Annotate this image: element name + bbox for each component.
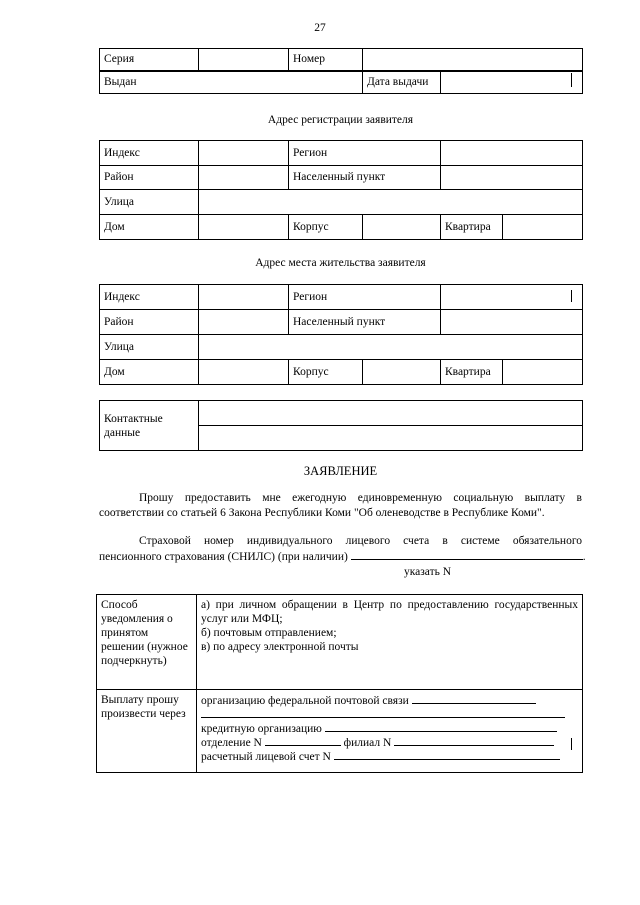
- reg-street-field[interactable]: [199, 190, 583, 215]
- res-building-label: Корпус: [289, 360, 363, 385]
- post-field[interactable]: [412, 693, 536, 704]
- reg-index-field[interactable]: [199, 141, 289, 166]
- reg-building-label: Корпус: [289, 215, 363, 240]
- post-continuation-row: [201, 707, 578, 721]
- notification-option-c[interactable]: в) по адресу электронной почты: [201, 641, 359, 653]
- issue-date-field[interactable]: [441, 72, 583, 94]
- credit-label: кредитную организацию: [201, 723, 322, 735]
- notification-option-a[interactable]: а) при личном обращении в Центр по предоставлению государственных услуг или МФЦ;: [201, 599, 578, 625]
- reg-apartment-field[interactable]: [503, 215, 583, 240]
- statement-paragraph-1: Прошу предоставить мне ежегодную единовременную социальную выплату в соответствии со статьей 6 Закона Республики Коми "Об оленеводстве в Республике Коми".: [99, 492, 582, 519]
- branch-field[interactable]: [265, 735, 341, 746]
- account-row: [201, 749, 578, 763]
- res-apartment-label: Квартира: [441, 360, 503, 385]
- res-address-title: Адрес места жительства заявителя: [255, 257, 426, 269]
- series-field[interactable]: [199, 49, 289, 71]
- contacts-field-1[interactable]: [199, 401, 583, 426]
- res-apartment-field[interactable]: [503, 360, 583, 385]
- snils-period: .: [582, 551, 586, 563]
- post-row: [201, 693, 578, 707]
- res-index-field[interactable]: [199, 285, 289, 310]
- post-field-2[interactable]: [201, 707, 565, 718]
- res-district-field[interactable]: [199, 310, 289, 335]
- reg-district-field[interactable]: [199, 166, 289, 190]
- reg-locality-label: Населенный пункт: [289, 166, 441, 190]
- number-label: Номер: [289, 49, 363, 71]
- res-region-label: Регион: [289, 285, 441, 310]
- payment-label: Выплату прошу произвести через: [97, 690, 197, 773]
- snils-line-1: Страховой номер индивидуального лицевого счета в системе обязательного: [139, 535, 582, 547]
- notification-option-b[interactable]: б) почтовым отправлением;: [201, 627, 337, 639]
- contacts-label: Контактные данные: [100, 401, 199, 451]
- pen-mark: [571, 73, 572, 87]
- notification-label: Способ уведомления о принятом решении (нужное подчеркнуть): [97, 595, 197, 690]
- reg-street-label: Улица: [100, 190, 199, 215]
- credit-field[interactable]: [325, 721, 557, 732]
- options-table: [96, 594, 583, 773]
- res-locality-field[interactable]: [441, 310, 583, 335]
- reg-address-table: [99, 140, 583, 240]
- reg-region-field[interactable]: [441, 141, 583, 166]
- credit-row: [201, 721, 578, 735]
- id-document-table: [99, 48, 583, 71]
- series-label: Серия: [100, 49, 199, 71]
- res-region-field[interactable]: [441, 285, 583, 310]
- reg-address-title: Адрес регистрации заявителя: [267, 114, 414, 126]
- number-field[interactable]: [363, 49, 583, 71]
- account-label: расчетный лицевой счет N: [201, 751, 331, 763]
- pen-mark-3: [571, 738, 572, 750]
- reg-district-label: Район: [100, 166, 199, 190]
- snils-line-2: [99, 549, 586, 564]
- res-locality-label: Населенный пункт: [289, 310, 441, 335]
- res-index-label: Индекс: [100, 285, 199, 310]
- filial-label: филиал N: [343, 737, 392, 749]
- statement-title: ЗАЯВЛЕНИЕ: [303, 464, 378, 478]
- page-number: 27: [314, 22, 326, 34]
- reg-building-field[interactable]: [363, 215, 441, 240]
- account-field[interactable]: [334, 749, 560, 760]
- reg-house-field[interactable]: [199, 215, 289, 240]
- res-street-field[interactable]: [199, 335, 583, 360]
- res-district-label: Район: [100, 310, 199, 335]
- pen-mark-2: [571, 290, 572, 302]
- contacts-table: [99, 400, 583, 451]
- res-house-field[interactable]: [199, 360, 289, 385]
- res-address-table: [99, 284, 583, 385]
- res-building-field[interactable]: [363, 360, 441, 385]
- reg-apartment-label: Квартира: [441, 215, 503, 240]
- payment-options: [197, 690, 583, 773]
- filial-field[interactable]: [394, 735, 554, 746]
- notification-options: [197, 595, 583, 690]
- contacts-field-2[interactable]: [199, 426, 583, 451]
- res-house-label: Дом: [100, 360, 199, 385]
- snils-label: пенсионного страхования (СНИЛС) (при наличии): [99, 551, 348, 563]
- reg-locality-field[interactable]: [441, 166, 583, 190]
- branch-row: [201, 735, 578, 749]
- post-label: организацию федеральной почтовой связи: [201, 695, 409, 707]
- snils-hint: указать N: [404, 566, 452, 578]
- branch-label: отделение N: [201, 737, 262, 749]
- reg-region-label: Регион: [289, 141, 441, 166]
- issue-date-label: Дата выдачи: [363, 72, 441, 94]
- res-street-label: Улица: [100, 335, 199, 360]
- reg-house-label: Дом: [100, 215, 199, 240]
- snils-field[interactable]: [351, 549, 583, 560]
- reg-index-label: Индекс: [100, 141, 199, 166]
- issued-label: Выдан: [100, 72, 363, 94]
- id-issued-table: [99, 71, 583, 94]
